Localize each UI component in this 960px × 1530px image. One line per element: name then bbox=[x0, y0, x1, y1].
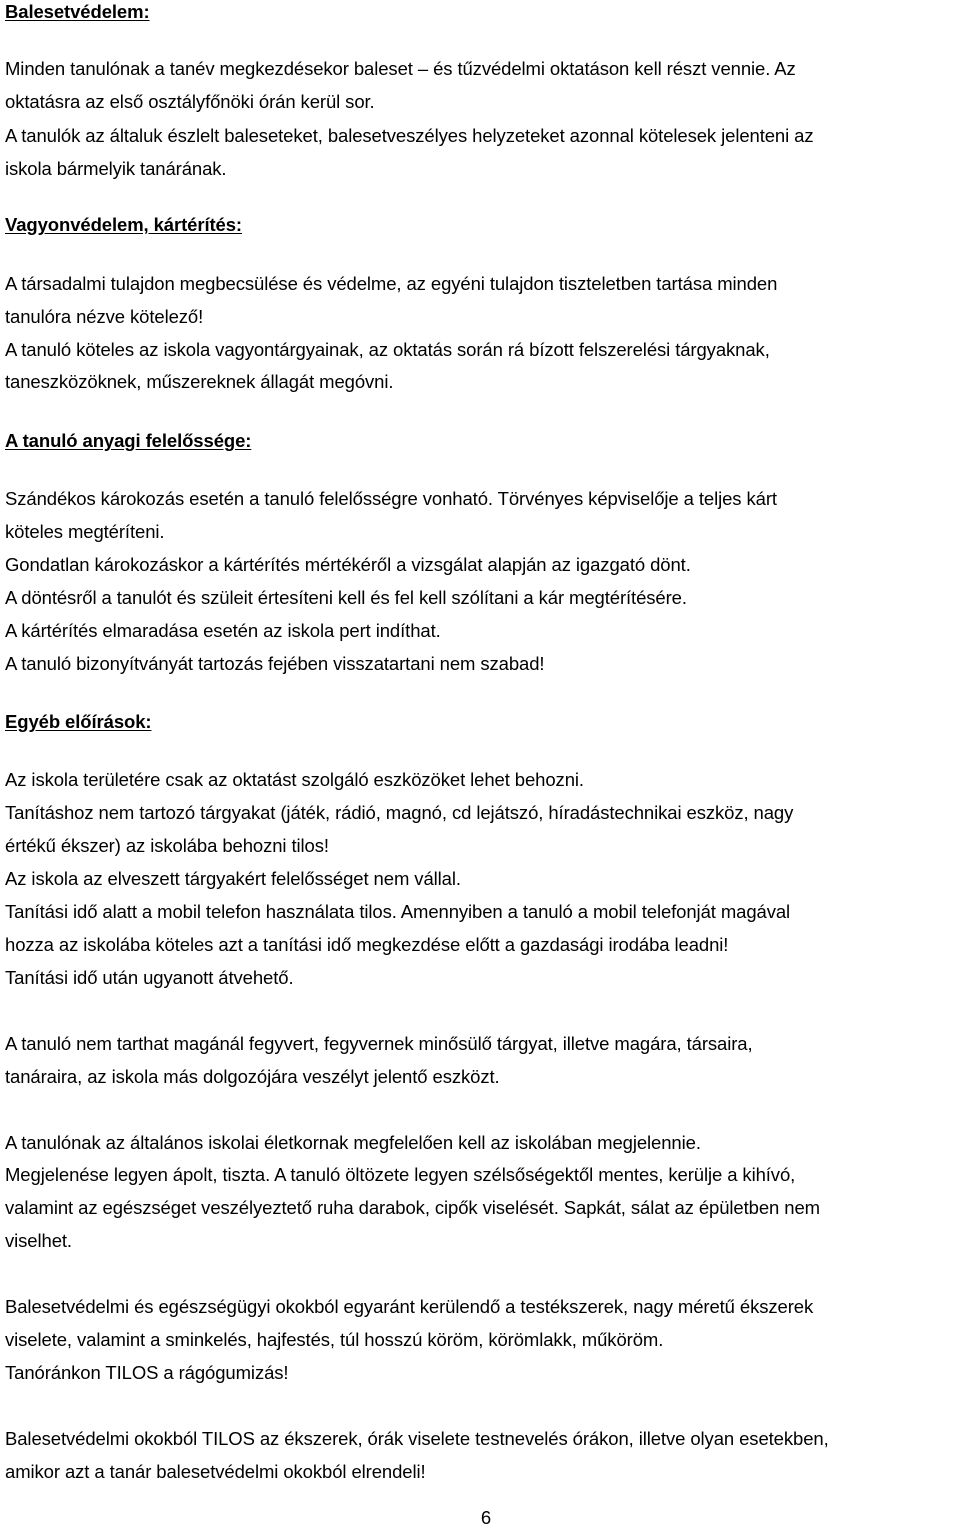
text-line: Balesetvédelmi és egészségügyi okokból egyaránt kerülendő a testékszerek, nagy méretű ékszerek bbox=[5, 1296, 814, 1317]
text-line: Gondatlan károkozáskor a kártérítés mértékéről a vizsgálat alapján az igazgató dönt. bbox=[5, 554, 691, 575]
text-line: tanulóra nézve kötelező! bbox=[5, 306, 204, 327]
text-line: tanáraira, az iskola más dolgozójára veszélyt jelentő eszközt. bbox=[5, 1066, 500, 1087]
text-line: Szándékos károkozás esetén a tanuló felelősségre vonható. Törvényes képviselője a teljes kárt bbox=[5, 488, 777, 509]
text-line: taneszközöknek, műszereknek állagát megóvni. bbox=[5, 371, 394, 392]
text-line: Balesetvédelmi okokból TILOS az ékszerek, órák viselete testnevelés órákon, illetve olyan esetekben, bbox=[5, 1428, 829, 1449]
text-line: A tanulónak az általános iskolai életkornak megfelelően kell az iskolában megjelennie. bbox=[5, 1132, 701, 1153]
text-line: Az iskola területére csak az oktatást szolgáló eszközöket lehet behozni. bbox=[5, 769, 584, 790]
page-number: 6 bbox=[480, 1507, 492, 1528]
heading-vagyonvedelem: Vagyonvédelem, kártérítés: bbox=[5, 214, 242, 235]
text-line: A kártérítés elmaradása esetén az iskola pert indíthat. bbox=[5, 620, 441, 641]
text-line: Tanítási idő után ugyanott átvehető. bbox=[5, 967, 294, 988]
text-line: A tanulók az általuk észlelt baleseteket, balesetveszélyes helyzeteket azonnal kötelesek jelenteni az bbox=[5, 125, 814, 146]
text-line: Tanításhoz nem tartozó tárgyakat (játék, rádió, magnó, cd lejátszó, híradástechnikai eszköz, nagy bbox=[5, 802, 794, 823]
text-line: értékű ékszer) az iskolába behozni tilos! bbox=[5, 835, 329, 856]
text-line: Minden tanulónak a tanév megkezdésekor baleset – és tűzvédelmi oktatáson kell részt vennie. Az bbox=[5, 58, 796, 79]
text-line: Tanóránkon TILOS a rágógumizás! bbox=[5, 1362, 289, 1383]
text-line: köteles megtéríteni. bbox=[5, 521, 165, 542]
text-line: A döntésről a tanulót és szüleit értesíteni kell és fel kell szólítani a kár megtérítésére. bbox=[5, 587, 687, 608]
text-line: oktatásra az első osztályfőnöki órán kerül sor. bbox=[5, 91, 375, 112]
heading-anyagi-felelosseg: A tanuló anyagi felelőssége: bbox=[5, 430, 252, 451]
text-line: A társadalmi tulajdon megbecsülése és védelme, az egyéni tulajdon tiszteletben tartása minden bbox=[5, 273, 778, 294]
text-line: viselete, valamint a sminkelés, hajfestés, túl hosszú köröm, körömlakk, műköröm. bbox=[5, 1329, 664, 1350]
text-line: A tanuló nem tarthat magánál fegyvert, fegyvernek minősülő tárgyat, illetve magára, társaira, bbox=[5, 1033, 753, 1054]
text-line: viselhet. bbox=[5, 1230, 72, 1251]
text-line: Tanítási idő alatt a mobil telefon használata tilos. Amennyiben a tanuló a mobil telefonját magával bbox=[5, 901, 791, 922]
text-line: amikor azt a tanár balesetvédelmi okokból elrendeli! bbox=[5, 1461, 426, 1482]
text-line: Megjelenése legyen ápolt, tiszta. A tanuló öltözete legyen szélsőségektől mentes, kerülje a kihívó, bbox=[5, 1164, 796, 1185]
heading-balesetvedelem: Balesetvédelem: bbox=[5, 1, 150, 22]
text-line: valamint az egészséget veszélyeztető ruha darabok, cipők viselését. Sapkát, sálat az épületben nem bbox=[5, 1197, 820, 1218]
text-line: A tanuló köteles az iskola vagyontárgyainak, az oktatás során rá bízott felszerelési tárgyaknak, bbox=[5, 339, 770, 360]
text-line: iskola bármelyik tanárának. bbox=[5, 158, 227, 179]
text-line: A tanuló bizonyítványát tartozás fejében visszatartani nem szabad! bbox=[5, 653, 545, 674]
text-line: hozza az iskolába köteles azt a tanítási idő megkezdése előtt a gazdasági irodába leadni! bbox=[5, 934, 729, 955]
heading-egyeb-eloirasok: Egyéb előírások: bbox=[5, 711, 152, 732]
text-line: Az iskola az elveszett tárgyakért felelősséget nem vállal. bbox=[5, 868, 461, 889]
